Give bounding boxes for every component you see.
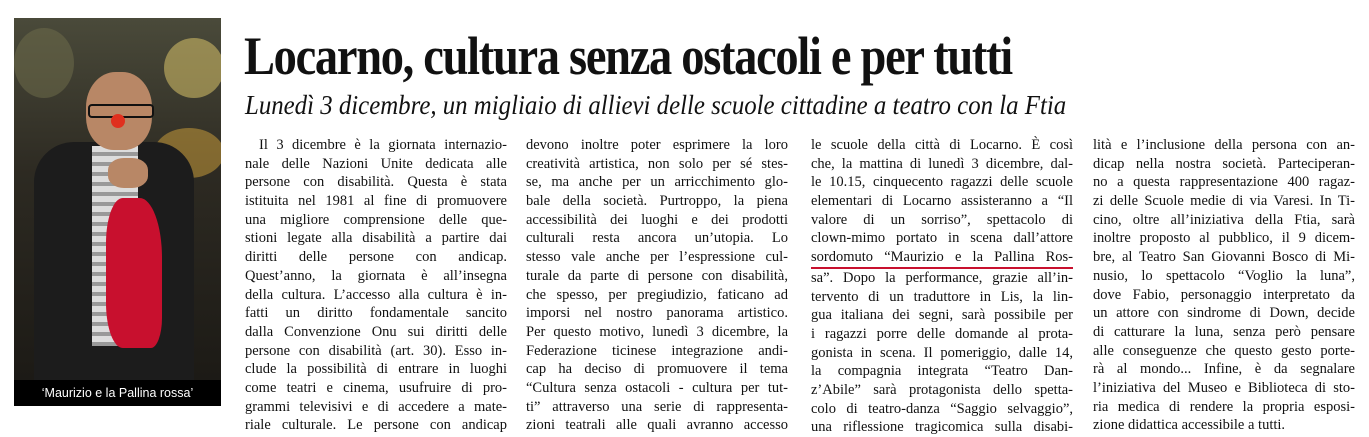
text-line: zi delle Scuole medie di via Varesi. In Ti- (1093, 193, 1355, 210)
text-line: no a questa rappresentazione 400 ragaz- (1093, 174, 1355, 191)
text-line: creatività artistica, non solo per sé stes- (526, 155, 788, 172)
text-line: alle conseguenze che questo gesto porte- (1093, 342, 1355, 359)
text-line: una riflessione tragicomica sulla disabi- (811, 419, 1073, 436)
text-line: persone con disabilità. Questa è stata (245, 174, 507, 191)
article-subtitle: Lunedì 3 dicembre, un migliaio di allievi delle scuole cittadine a teatro con la Ftia (245, 90, 1067, 120)
text-line: che spesso, per pregiudizio, faticano ad (526, 286, 788, 303)
text-line: imporsi nel nostro panorama artistico. (526, 305, 788, 322)
text-line: le 10.15, cinquecento ragazzi delle scuole (811, 174, 1073, 191)
text-line: lità e l’inclusione della persona con an- (1093, 137, 1355, 153)
text-line: culturali resta ancora un’utopia. Lo (526, 230, 788, 247)
text-line: z’Abile” sarà protagonista dello spetta- (811, 381, 1073, 398)
text-line: dalla Convenzione Onu sui diritti delle (245, 323, 507, 340)
text-line: se, ma anche per un arricchimento glo- (526, 174, 788, 191)
text-line: rà al mondo... Infine, è da segnalare (1093, 361, 1355, 378)
text-line: gonista in scena. Il pomeriggio, dalle 14, (811, 344, 1073, 361)
text-line: ria medica di rendere la propria esposi- (1093, 398, 1355, 415)
text-line: sa”. Dopo la performance, grazie all’in- (811, 269, 1073, 286)
background-light (164, 38, 221, 98)
text-line: dove Fabio, personaggio interpretato da (1093, 286, 1355, 303)
text-line: devono inoltre poter esprimere la loro (526, 137, 788, 153)
text-line: dicap nella nostra società. Parteciperan- (1093, 155, 1355, 172)
text-line: valore di un sorriso”, spettacolo di (811, 211, 1073, 228)
text-line: cap ha deciso di promuovere il tema (526, 361, 788, 378)
text-line: Per questo motivo, lunedì 3 dicembre, la (526, 323, 788, 340)
text-line: una migliore comprensione delle que- (245, 211, 507, 228)
text-line: ti” attraverso una serie di rappresenta- (526, 398, 788, 415)
text-line: stesso vale anche per l’espressione cul- (526, 249, 788, 266)
text-line: l’iniziativa del Museo e Biblioteca di sto- (1093, 379, 1355, 396)
text-line: i ragazzi porre delle domande al prota- (811, 325, 1073, 342)
text-line: che, la mattina di lunedì 3 dicembre, dal- (811, 155, 1073, 172)
text-line: elementari di Locarno assisteranno a “Il (811, 193, 1073, 210)
text-line: le scuole della città di Locarno. È così (811, 137, 1073, 153)
article-title: Locarno, cultura senza ostacoli e per tutti (244, 26, 1012, 86)
text-line: nusio, lo spettacolo “Voglio la luna”, (1093, 267, 1355, 284)
text-line: Quest’anno, la giornata è all’insegna (245, 267, 507, 284)
text-line: inoltre proposto al pubblico, il 9 dicem- (1093, 230, 1355, 247)
text-line: zioni teatrali alle quali avranno accesso (526, 417, 788, 434)
article-column-2 (526, 136, 788, 435)
text-line: cino, oltre all’iniziativa della Ftia, sarà (1093, 211, 1355, 228)
article-column-4 (1093, 136, 1355, 435)
article-column-1 (245, 136, 507, 435)
text-line: Federazione ticinese integrazione andi- (526, 342, 788, 359)
background-light (14, 28, 74, 98)
text-line: bre, al Teatro San Giovanni Bosco di Mi- (1093, 249, 1355, 266)
text-line: tervento di un traduttore in Lis, la lin- (811, 288, 1073, 305)
text-line: bale della società. Purtroppo, la piena (526, 193, 788, 210)
text-line: riale culturale. Le persone con andicap (245, 417, 507, 434)
text-line: turale da parte di persone con disabilità, (526, 267, 788, 284)
text-line: accessibilità dei luoghi e dei prodotti (526, 211, 788, 228)
text-line: Il 3 dicembre è la giornata internazio- (259, 137, 507, 153)
text-line: “Cultura senza ostacoli - cultura per tut- (526, 379, 788, 396)
article-photo (14, 18, 221, 406)
text-line: un attore con sindrome di Down, decide (1093, 305, 1355, 322)
text-line: stioni legate alla disabilità a partire dai (245, 230, 507, 247)
text-line: di catturare la luna, senza però pensare (1093, 323, 1355, 340)
text-line: come teatri e cinema, usufruire di pro- (245, 379, 507, 396)
text-line: zione didattica accessibile a tutti. (1093, 417, 1286, 434)
article-column-3 (811, 136, 1073, 437)
text-line: della cultura. L’accesso alla cultura è in- (245, 286, 507, 303)
red-handkerchief (106, 198, 162, 348)
text-line: diritti delle persone con andicap. (245, 249, 507, 266)
text-line: clude la possibilità di entrare in luoghi (245, 361, 507, 378)
text-line: fatti un diritto fondamentale sancito (245, 305, 507, 322)
text-line: clown-mimo portato in scena dall’attore (811, 230, 1073, 247)
text-line: grammi televisivi e di accedere a mate- (245, 398, 507, 415)
clown-nose (111, 114, 125, 128)
photo-caption: ‘Maurizio e la Pallina rossa’ (14, 380, 221, 406)
text-line: istituita nel 1981 al fine di promuovere (245, 193, 507, 210)
performer-hand (108, 158, 148, 188)
text-line: colo di teatro-danza “Saggio selvaggio”, (811, 400, 1073, 417)
text-line: nale delle Nazioni Unite dedicata alle (245, 155, 507, 172)
text-line: la compagnia integrata “Teatro Dan- (811, 363, 1073, 380)
text-line: gua italiana dei segni, sarà possibile per (811, 307, 1073, 324)
highlighted-text-line: sordomuto “Maurizio e la Pallina Ros- (811, 248, 1073, 269)
text-line: persone con disabilità (art. 30). Esso in- (245, 342, 507, 359)
